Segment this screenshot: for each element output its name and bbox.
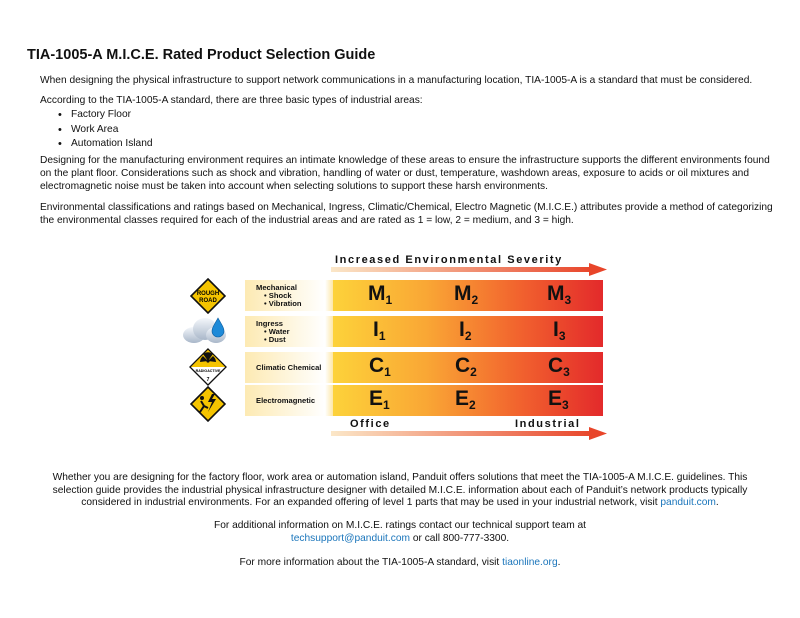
mice-row-electromagnetic xyxy=(245,385,603,416)
support-paragraph: For additional information on M.I.C.E. ratings contact our technical support team at techsupport@panduit.com or call 800-777-3300. xyxy=(213,520,587,544)
list-item: • Factory Floor xyxy=(58,108,153,123)
page-title: TIA-1005-A M.I.C.E. Rated Product Selection Guide xyxy=(27,47,376,63)
mice-severity-figure xyxy=(185,248,605,443)
rating-e3: $E_3$ xyxy=(548,387,569,412)
areas-intro: According to the TIA-1005-A standard, there are three basic types of industrial areas: xyxy=(40,95,423,106)
rating-e1: $E_1$ xyxy=(369,387,390,412)
panduit-paragraph: Whether you are designing for the factory floor, work area or automation island, Panduit offers solutions that meet the TIA-1005-A M.I.C.E. guidelines. This selection guide provides the industrial physical infrastructure designer with detailed M.I.C.E. information about each of Panduit’s network products typically considered in industrial environments. For an expanded offering of level 1 parts that may be used in your industrial network, visit panduit.com. xyxy=(52,472,748,508)
svg-text:7: 7 xyxy=(206,377,210,383)
rating-i1: $I_1$ xyxy=(373,318,386,343)
rating-c1: $C_1$ xyxy=(369,354,391,379)
office-label: Office xyxy=(350,418,391,430)
row-sub: • Vibration xyxy=(264,299,302,308)
row-sub: • Shock xyxy=(264,291,292,300)
svg-text:ROUGH: ROUGH xyxy=(196,291,220,297)
mice-row-ingress xyxy=(245,316,603,347)
intro-paragraph: When designing the physical infrastructure to support network communications in a manufacturing location, TIA-1005-A is a standard that must be considered. xyxy=(40,75,753,86)
row-sub: • Water xyxy=(264,327,290,336)
industrial-label: Industrial xyxy=(515,418,581,430)
row-label: Electromagnetic xyxy=(256,396,316,405)
electric-hazard-sign-icon xyxy=(190,386,226,422)
radioactive-placard-icon xyxy=(189,348,227,386)
rating-m2: $M_2$ xyxy=(454,282,479,307)
rating-c3: $C_3$ xyxy=(548,354,570,379)
rating-m1: $M_1$ xyxy=(368,282,393,307)
row-label: Ingress xyxy=(256,319,284,328)
rating-i2: $I_2$ xyxy=(459,318,472,343)
severity-arrow-icon xyxy=(331,263,607,277)
list-item: • Automation Island xyxy=(58,137,153,152)
svg-text:RADIOACTIVE: RADIOACTIVE xyxy=(195,369,221,373)
design-paragraph: Designing for the manufacturing environment requires an intimate knowledge of these areas to ensure the infrastructure supports the different environments found on the plant floor. Considerations such as shock and vibration, handling of water or dust, temperature, washdown areas, exposure to acids or oil mixtures and electromagnetic noise must be taken into account when selecting solutions to support these harsh environments. xyxy=(40,155,770,192)
severity-arrow-label: Increased Environmental Severity xyxy=(335,254,563,266)
environment-paragraph: Environmental classifications and ratings based on Mechanical, Ingress, Climatic/Chemical, Electro Magnetic (M.I.C.E.) attributes provide a method of categorizing the environmental classes required for each of the industrial areas and are rated as 1 = low, 2 = medium, and 3 = high. xyxy=(40,202,773,226)
list-item: • Work Area xyxy=(58,123,153,138)
panduit-link[interactable]: panduit.com xyxy=(660,497,716,508)
rough-road-sign-icon xyxy=(190,278,226,314)
mice-row-mechanical xyxy=(245,280,603,311)
tiaonline-link[interactable]: tiaonline.org xyxy=(502,557,558,568)
rating-i3: $I_3$ xyxy=(553,318,566,343)
cloud-water-drop-icon xyxy=(180,314,230,346)
row-label: Mechanical xyxy=(256,283,297,292)
mice-row-climatic-chemical xyxy=(245,352,603,383)
office-to-industrial-arrow-icon xyxy=(331,427,607,441)
svg-text:ROAD: ROAD xyxy=(199,298,217,304)
support-email-link[interactable]: techsupport@panduit.com xyxy=(290,532,410,544)
row-sub: • Dust xyxy=(264,335,286,344)
rating-m3: $M_3$ xyxy=(547,282,572,307)
industrial-areas-list xyxy=(58,108,153,152)
row-label: Climatic Chemical xyxy=(256,363,322,372)
tia-paragraph: For more information about the TIA-1005-A standard, visit tiaonline.org. xyxy=(239,557,561,568)
rating-c2: $C_2$ xyxy=(455,354,477,379)
rating-e2: $E_2$ xyxy=(455,387,476,412)
